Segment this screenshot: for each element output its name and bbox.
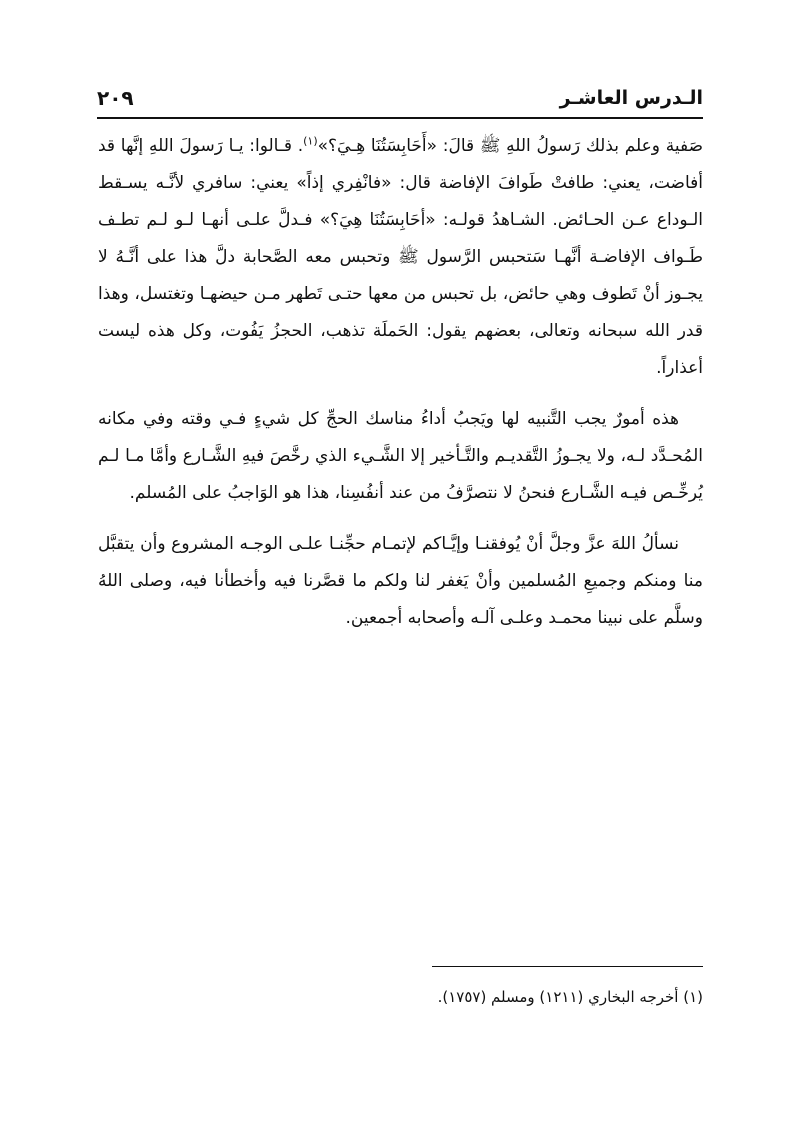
main-text	[98, 128, 703, 651]
paragraph-3: نسألُ اللهَ عزَّ وجلَّ أنْ يُوفقنـا وإيَّـاكم لإتمـام حجِّنـا علـى الوجـه المشروع وأن يتقبَّل منا ومنكم وجميعِ المُسلمين وأنْ يَغفر لنا ولكم ما قصَّرنا فيه وأخطأنا فيه، وصلى اللهُ وسلَّم على نبينا محمـد وعلـى آلـه وأصحابه أجمعين.	[98, 534, 703, 628]
running-title: الـدرس العاشـر	[559, 87, 703, 109]
page-header	[97, 84, 703, 118]
footnote-rule	[432, 966, 703, 967]
paragraph-1	[98, 128, 703, 387]
paragraph-1-text-start: صَفية وعلم بذلك رَسولُ اللهِ ﷺ قالَ: «أَحَابِسَتُنَا هِـيَ؟»	[317, 136, 704, 156]
page-number: ٢٠٩	[97, 86, 134, 110]
footnote-reference: (١)	[303, 134, 318, 148]
paragraph-1-text-end: . قـالوا: يـا رَسولَ اللهِ إنَّها قد أفاضت، يعني: طافتْ طَوافَ الإفاضة قال: «فانْفِري إذاً» يعني: سافري لأنَّـه يسـقط الـوداع عـن الحـائض. الشـاهدُ قولـه: «أحَابِسَتُنَا هِيَ؟» فـدلَّ علـى أنهـا لـو لـم تطـف طَـواف الإفاضـة أنَّهـا سَتحبس الرَّسول ﷺ وتحبس معه الصَّحابة دلَّ هذا على أنَّـهُ لا يجـوز أنْ تَطوف وهي حائض، بل تحبس من معها حتـى تَطهر مـن حيضهـا وتغتسل، وهذا قدر الله سبحانه وتعالى، بعضهم يقول: الحَملَة تذهب، الحجزُ يَفُوت، وكل هذه ليست أعذاراً.	[98, 136, 703, 378]
footnote-1: (١) أخرجه البخاري (١٢١١) ومسلم (١٧٥٧).	[437, 988, 703, 1006]
paragraph-2: هذه أمورٌ يجب التَّنبيه لها ويَجبُ أداءُ مناسك الحجِّ كل شيءٍ فـي وقته وفي مكانه المُحـدَّد لـه، ولا يجـوزُ التَّقديـم والتَّـأخير إلا الشَّـيء الذي رخَّصَ فيهِ الشَّـارع وأمَّا مـا لـم يُرخِّـص فيـه الشَّـارع فنحنُ لا نتصرَّفُ من عند أنفُسِنا، هذا هو الوَاجبُ على المُسلم.	[98, 409, 703, 503]
header-rule	[97, 117, 703, 119]
